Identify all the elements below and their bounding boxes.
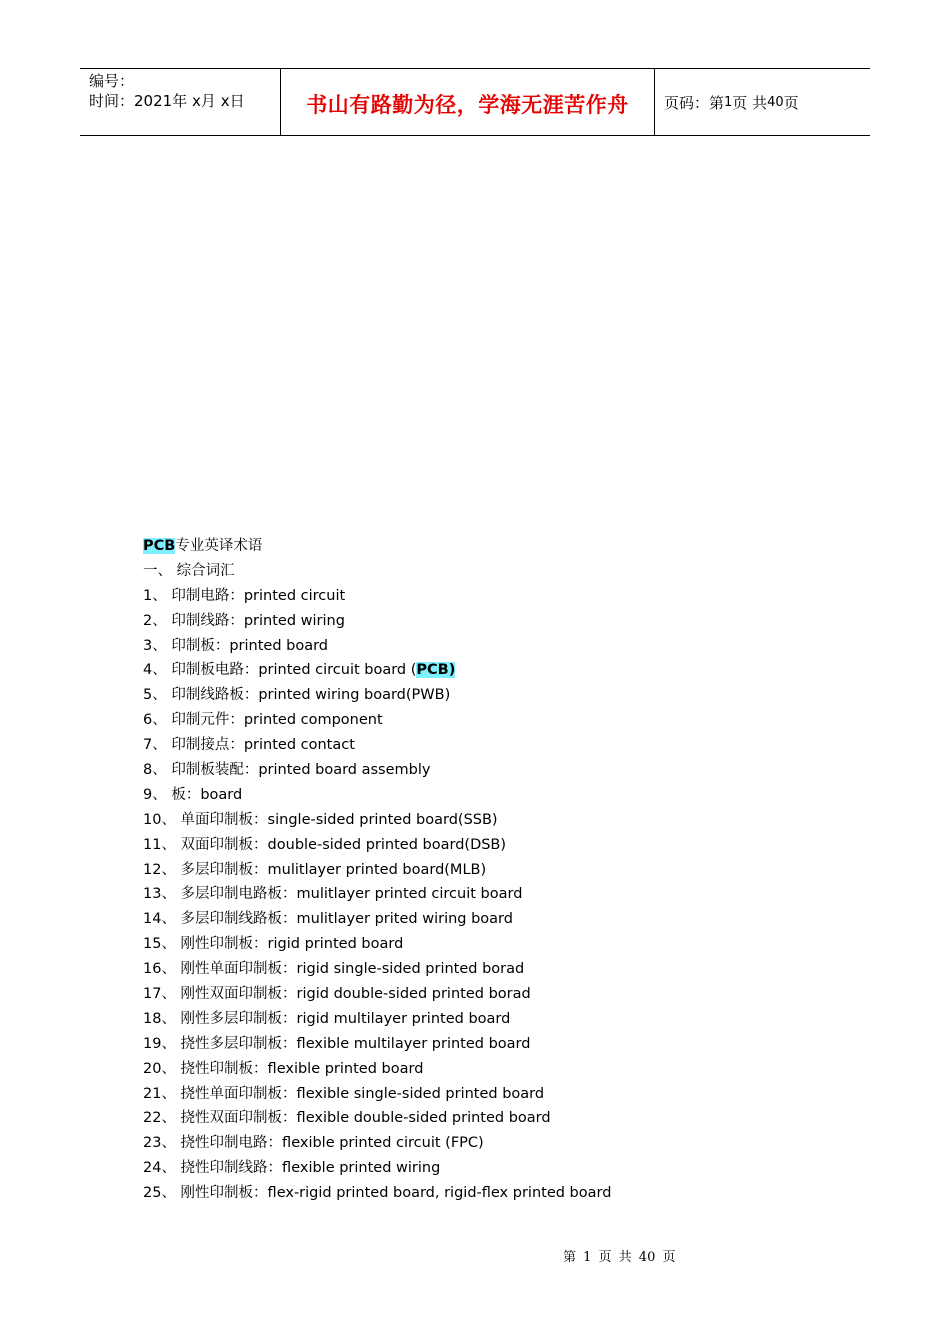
term-item: 13、 多层印制电路板：mulitlayer printed circuit board xyxy=(143,886,523,903)
term-item: 11、 双面印制板：double-sided printed board(DSB) xyxy=(143,836,507,853)
term-item: 8、 印制板装配：printed board assembly xyxy=(143,762,431,779)
term-item: 25、 刚性印制板：flex-rigid printed board, rigid-flex printed board xyxy=(143,1185,612,1202)
date-month: x xyxy=(192,92,201,110)
term-item: 5、 印制线路板：printed wiring board(PWB) xyxy=(143,687,451,704)
page-label: 页码：第 xyxy=(664,93,725,112)
term-item: 18、 刚性多层印制板：rigid multilayer printed board xyxy=(143,1010,511,1027)
term-item: 20、 挠性印制板：flexible printed board xyxy=(143,1060,424,1077)
term-item-text: 4、 印制板电路：printed circuit board ( xyxy=(143,662,417,679)
page-current: 1 xyxy=(724,94,733,110)
header-page-cell xyxy=(655,69,870,135)
term-item: 23、 挠性印制电路：flexible printed circuit (FPC) xyxy=(143,1135,484,1152)
term-item: 10、 单面印制板：single-sided printed board(SSB) xyxy=(143,811,498,828)
section-heading: 一、 综合词汇 xyxy=(143,562,235,579)
term-item: 14、 多层印制线路板：mulitlayer prited wiring board xyxy=(143,911,513,928)
term-item: 21、 挠性单面印制板：flexible single-sided printed board xyxy=(143,1085,545,1102)
title-rest: 专业英译术语 xyxy=(175,538,263,554)
term-item: 19、 挠性多层印制板：flexible multilayer printed board xyxy=(143,1035,531,1052)
term-item: 12、 多层印制板：mulitlayer printed board(MLB) xyxy=(143,861,487,878)
term-item: 3、 印制板：printed board xyxy=(143,637,329,654)
term-item: 6、 印制元件：printed component xyxy=(143,712,383,729)
term-item: 9、 板：board xyxy=(143,786,243,803)
term-item-highlight: PCB) xyxy=(416,662,456,679)
page-footer: 第 1 页 共 40 页 xyxy=(563,1250,676,1265)
number-label: 编号： xyxy=(89,72,135,90)
page-total-unit: 页 xyxy=(783,93,799,112)
term-item: 16、 刚性单面印制板：rigid single-sided printed borad xyxy=(143,961,525,978)
date-label: 时间： xyxy=(89,92,135,110)
page-total-label: 共 xyxy=(752,93,768,112)
motto-text: 书山有路勤为径，学海无涯苦作舟 xyxy=(306,92,629,117)
date-month-unit: 月 xyxy=(200,92,216,110)
term-item: 17、 刚性双面印制板：rigid double-sided printed borad xyxy=(143,986,531,1003)
document-title xyxy=(143,534,863,559)
term-item: 22、 挠性双面印制板：flexible double-sided printed board xyxy=(143,1110,551,1127)
term-item: 2、 印制线路：printed wiring xyxy=(143,612,345,629)
term-item: 24、 挠性印制线路：flexible printed wiring xyxy=(143,1160,441,1177)
page-total: 40 xyxy=(767,94,784,110)
header-meta-cell xyxy=(80,69,281,135)
date-line xyxy=(89,91,280,111)
page-header xyxy=(80,68,870,136)
date-day: x xyxy=(220,92,230,110)
page-unit: 页 xyxy=(732,93,748,112)
title-abbr: PCB xyxy=(143,538,176,554)
date-year-unit: 年 xyxy=(172,92,188,110)
date-day-unit: 日 xyxy=(229,92,245,110)
term-item: 15、 刚性印制板：rigid printed board xyxy=(143,936,404,953)
document-body xyxy=(143,534,863,1206)
date-year: 2021 xyxy=(134,92,173,110)
term-item xyxy=(143,658,863,683)
header-motto-cell xyxy=(281,69,655,135)
term-item: 7、 印制接点：printed contact xyxy=(143,737,355,754)
term-item: 1、 印制电路：printed circuit xyxy=(143,587,346,604)
